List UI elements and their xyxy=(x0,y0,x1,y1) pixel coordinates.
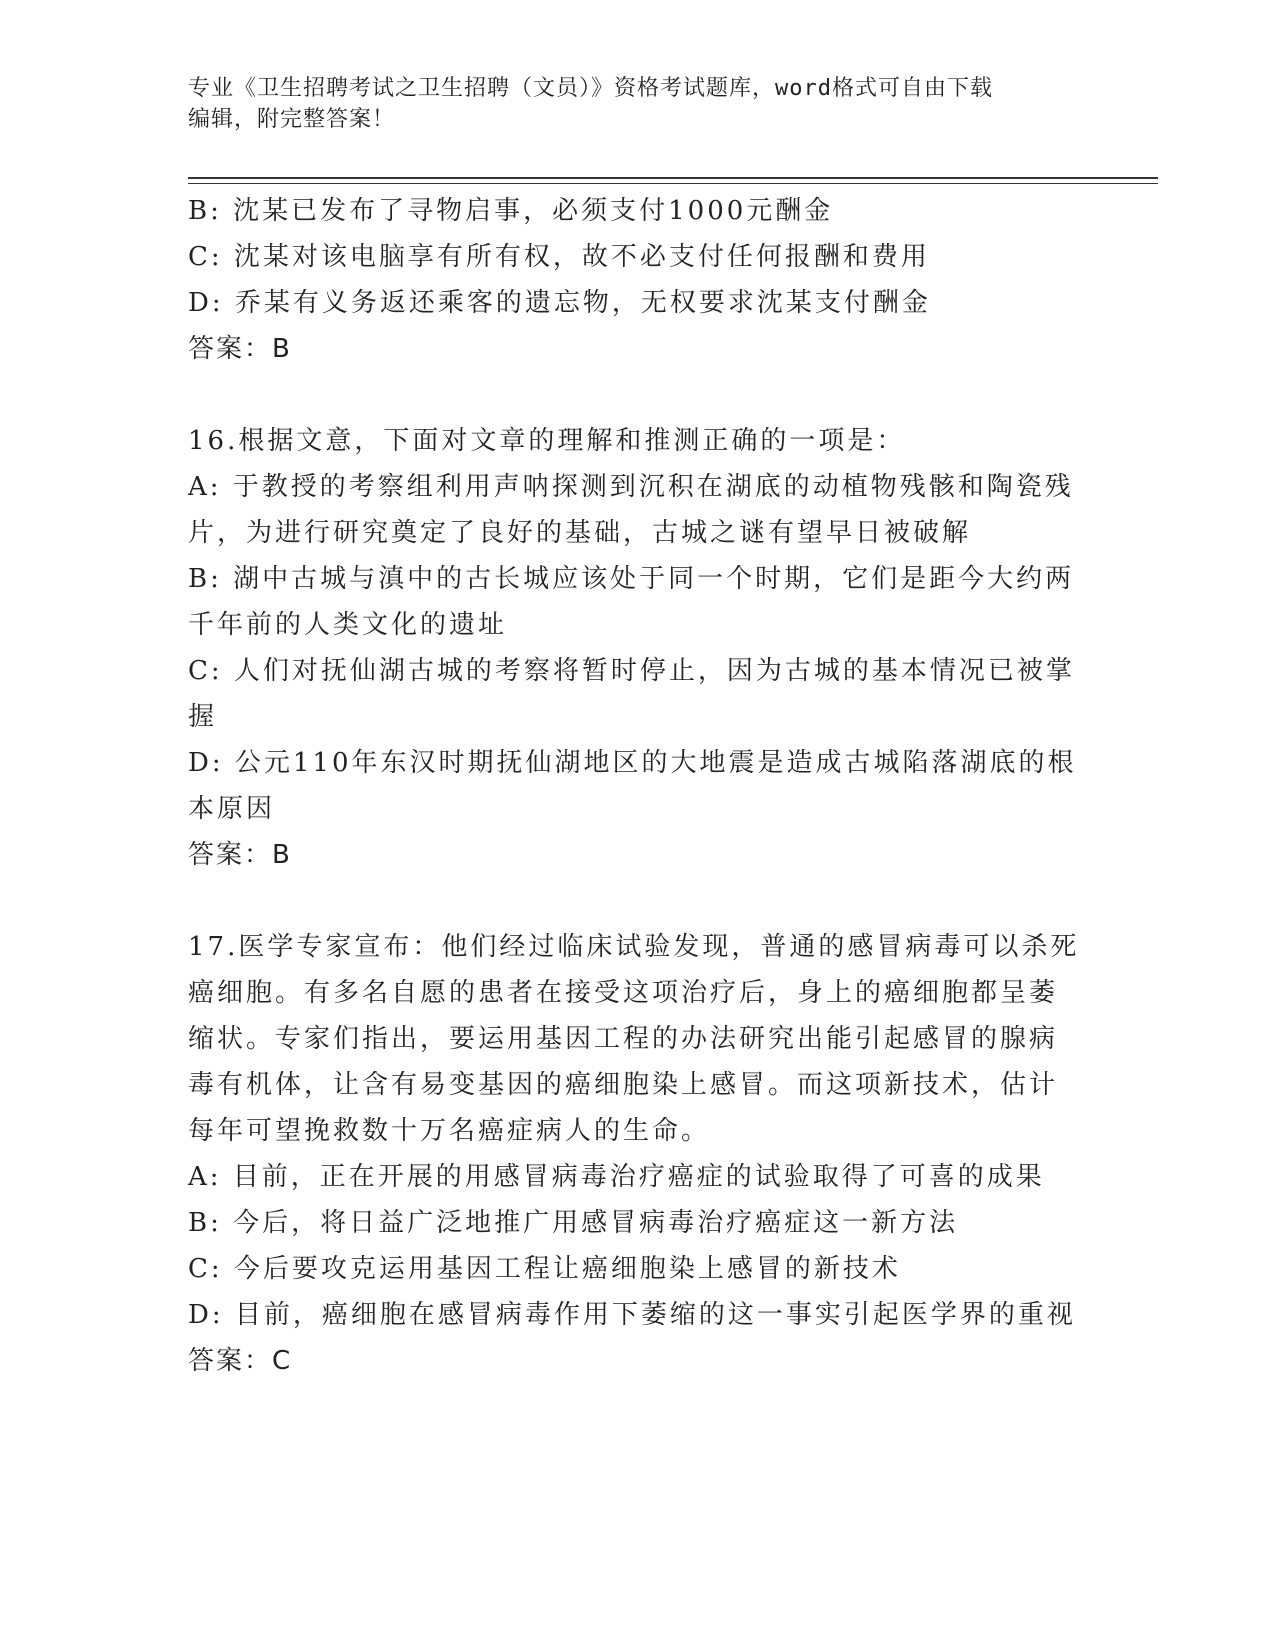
q15-option-b: B: 沈某已发布了寻物启事，必须支付1000元酬金 xyxy=(188,196,834,226)
q17-answer: 答案：C xyxy=(188,1346,293,1376)
question-16 xyxy=(188,418,1088,878)
q16-option-b-line-1: B: 湖中古城与滇中的古长城应该处于同一个时期，它们是距今大约两 xyxy=(188,564,1075,594)
header-rule-thin xyxy=(188,183,1158,184)
q16-option-a-line-1: A: 于教授的考察组利用声呐探测到沉积在湖底的动植物残骸和陶瓷残 xyxy=(188,472,1074,502)
q15-answer: 答案：B xyxy=(188,334,292,364)
q17-option-a: A: 目前，正在开展的用感冒病毒治疗癌症的试验取得了可喜的成果 xyxy=(188,1162,1045,1192)
q17-stem-line-3: 缩状。专家们指出，要运用基因工程的办法研究出能引起感冒的腺病 xyxy=(188,1024,1059,1054)
q17-stem-line-1: 17.医学专家宣布：他们经过临床试验发现，普通的感冒病毒可以杀死 xyxy=(188,932,1080,962)
q16-stem: 16.根据文意，下面对文章的理解和推测正确的一项是： xyxy=(188,426,906,456)
q16-option-c-line-1: C: 人们对抚仙湖古城的考察将暂时停止，因为古城的基本情况已被掌 xyxy=(188,656,1075,686)
spacer xyxy=(188,878,1088,924)
q17-option-b: B: 今后，将日益广泛地推广用感冒病毒治疗癌症这一新方法 xyxy=(188,1208,959,1238)
q15-option-d: D: 乔某有义务返还乘客的遗忘物，无权要求沈某支付酬金 xyxy=(188,288,931,318)
q16-answer: 答案：B xyxy=(188,840,292,870)
question-15-tail xyxy=(188,188,1088,372)
spacer xyxy=(188,372,1088,418)
q16-option-d-line-1: D: 公元110年东汉时期抚仙湖地区的大地震是造成古城陷落湖底的根 xyxy=(188,748,1077,778)
q15-option-c: C: 沈某对该电脑享有所有权，故不必支付任何报酬和费用 xyxy=(188,242,930,272)
q17-stem-line-2: 癌细胞。有多名自愿的患者在接受这项治疗后，身上的癌细胞都呈萎 xyxy=(188,978,1059,1008)
header-line-2: 编辑，附完整答案！ xyxy=(188,107,396,132)
q16-option-b-line-2: 千年前的人类文化的遗址 xyxy=(188,610,508,640)
header-line-1: 专业《卫生招聘考试之卫生招聘（文员）》资格考试题库，word格式可自由下载 xyxy=(188,76,993,101)
q16-option-c-line-2: 握 xyxy=(188,702,218,732)
q17-option-d: D: 目前，癌细胞在感冒病毒作用下萎缩的这一事实引起医学界的重视 xyxy=(188,1300,1076,1330)
q16-option-a-line-2: 片，为进行研究奠定了良好的基础，古城之谜有望早日被破解 xyxy=(188,518,972,548)
q17-option-c: C: 今后要攻克运用基因工程让癌细胞染上感冒的新技术 xyxy=(188,1254,901,1284)
q17-stem-line-4: 毒有机体，让含有易变基因的癌细胞染上感冒。而这项新技术，估计 xyxy=(188,1070,1059,1100)
q16-option-d-line-2: 本原因 xyxy=(188,794,276,824)
question-17 xyxy=(188,924,1088,1384)
document-body xyxy=(188,188,1088,1384)
document-header xyxy=(188,73,1068,135)
q17-stem-line-5: 每年可望挽救数十万名癌症病人的生命。 xyxy=(188,1116,711,1146)
header-rule-thick xyxy=(188,177,1158,179)
